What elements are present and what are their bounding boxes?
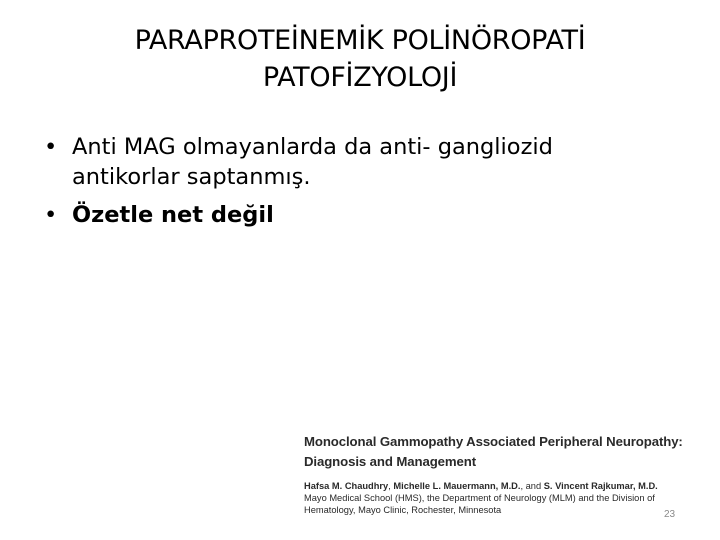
author-name: Michelle L. Mauermann, M.D. bbox=[393, 481, 521, 491]
bullet-item bbox=[44, 132, 684, 192]
bullet-text bbox=[72, 132, 684, 192]
page-number: 23 bbox=[664, 509, 676, 520]
affiliation-line: Mayo Medical School (HMS), the Department of Neurology (MLM) and the Division of bbox=[304, 493, 655, 503]
citation-image bbox=[304, 432, 716, 516]
author-separator: , and bbox=[520, 481, 544, 491]
citation-title-line: Monoclonal Gammopathy Associated Peripheral Neuropathy: bbox=[304, 434, 683, 449]
bullet-line: Özetle net değil bbox=[72, 202, 274, 228]
bullet-icon: • bbox=[44, 202, 58, 228]
bullet-list bbox=[44, 132, 684, 238]
citation-affiliation bbox=[304, 492, 716, 516]
bullet-line: antikorlar saptanmış. bbox=[72, 164, 311, 190]
author-name: Hafsa M. Chaudhry bbox=[304, 481, 389, 491]
author-name: S. Vincent Rajkumar, M.D. bbox=[543, 481, 658, 491]
citation-title-line: Diagnosis and Management bbox=[304, 454, 476, 469]
affiliation-line: Hematology, Mayo Clinic, Rochester, Minnesota bbox=[304, 505, 502, 515]
bullet-item bbox=[44, 200, 684, 230]
bullet-icon: • bbox=[44, 134, 58, 160]
citation-authors bbox=[304, 480, 716, 492]
citation-title bbox=[304, 432, 716, 472]
title-line-2: PATOFİZYOLOJİ bbox=[262, 62, 458, 93]
author-separator: , bbox=[388, 481, 394, 491]
bullet-text bbox=[72, 200, 684, 230]
slide-title bbox=[40, 22, 680, 96]
title-line-1: PARAPROTEİNEMİK POLİNÖROPATİ bbox=[134, 25, 586, 56]
bullet-line: Anti MAG olmayanlarda da anti- gangliozid bbox=[72, 134, 553, 160]
